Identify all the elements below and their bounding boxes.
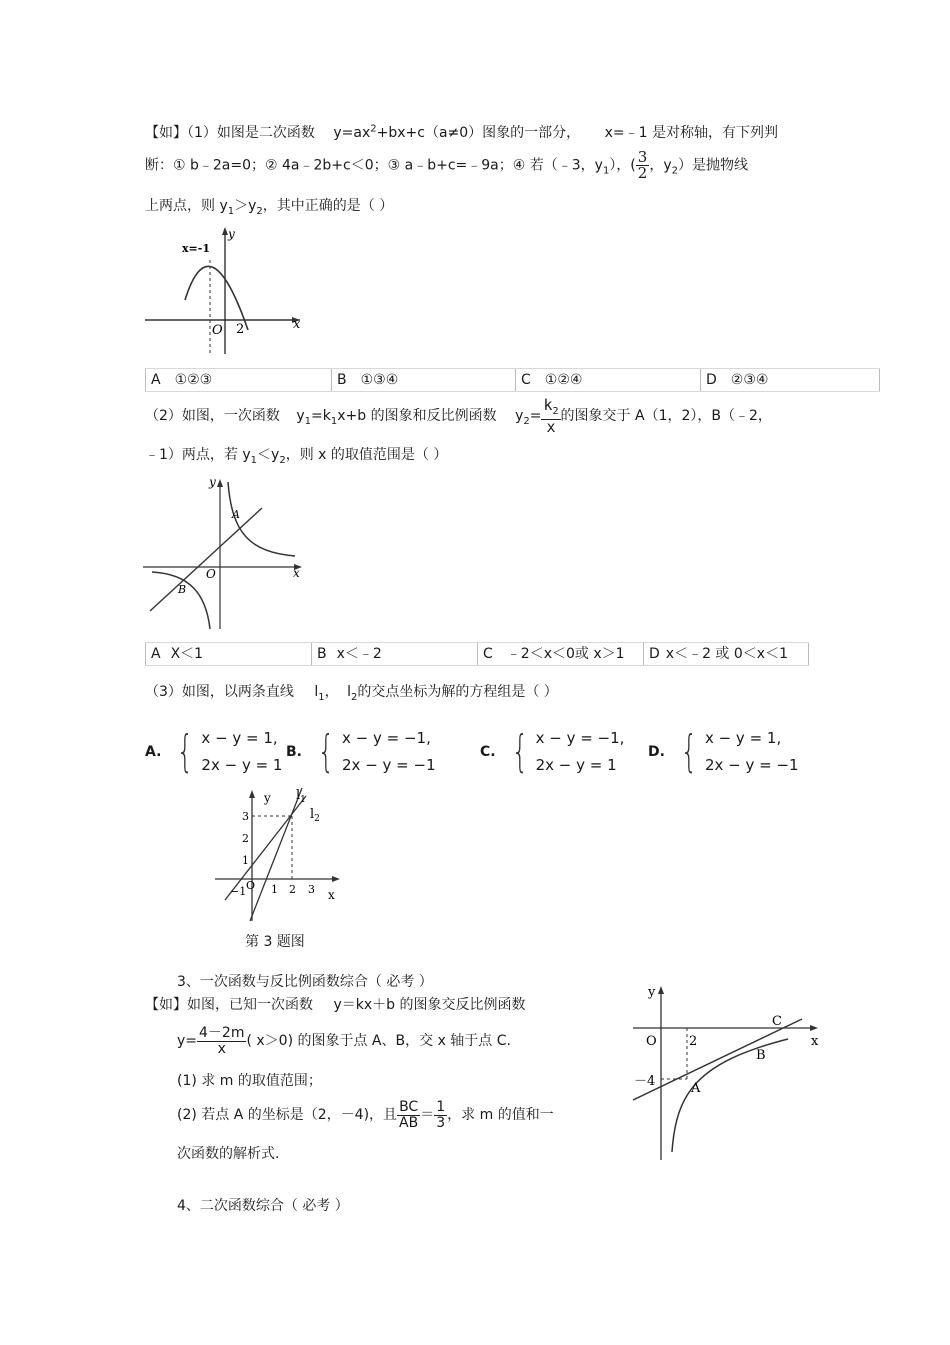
q1-line1-axis: x=﹣1 是对称轴，有下列判 — [604, 125, 779, 141]
q2-line2-mid: ＜y — [257, 447, 280, 463]
q1-line2: 断：① b﹣2a=0；② 4a﹣2b+c＜0；③ a﹣b+c=﹣9a；④ 若（﹣3，y — [145, 157, 603, 174]
q1-option-a[interactable] — [145, 369, 331, 391]
q3-option-b-eq2: 2x − y = −1 — [342, 756, 436, 774]
q1-line3-sub1: 1 — [227, 205, 235, 217]
s3-func-suffix: ( x＞0) 的图象于点 A、B，交 x 轴于点 C. — [246, 1033, 511, 1049]
q1-option-b[interactable] — [331, 369, 515, 391]
q3-option-c[interactable] — [480, 725, 624, 779]
q3-option-d-brace: { — [680, 726, 698, 777]
q2-option-c-letter: C — [483, 646, 493, 662]
s3-p2-frac1-den: AB — [399, 1114, 419, 1131]
s3-func-frac-den: x — [217, 1040, 226, 1057]
q2-option-d-letter: D — [649, 646, 660, 662]
s3-p2-frac2-num: 1 — [436, 1098, 446, 1115]
q1-line2-mid: ），( — [609, 157, 636, 174]
q2-fraction — [541, 395, 560, 436]
q3-tick-x2: 2 — [289, 883, 296, 896]
q2-option-a-text: X＜1 — [170, 646, 204, 662]
q1-line1-exp: 2 — [370, 123, 377, 135]
q1-line1-func: y=ax — [333, 125, 371, 141]
s3-intro-a: 【如】如图，已知一次函数 — [145, 997, 313, 1013]
s3-x-arrow — [810, 1025, 818, 1031]
s3-y-label: y — [648, 985, 656, 1000]
q2-y-arrow — [217, 479, 223, 487]
q2-origin-label: O — [206, 567, 216, 581]
q1-x-label: x — [293, 317, 301, 332]
q3-option-c-eq2: 2x − y = 1 — [535, 756, 617, 774]
s3-point-a-label: A — [691, 1081, 701, 1096]
s4-heading: 4、二次函数综合（ 必考 ） — [177, 1198, 349, 1214]
q1-line-3 — [145, 195, 393, 217]
q2-y-label: y — [209, 475, 216, 489]
q3-option-a-eq2: 2x − y = 1 — [201, 756, 283, 774]
q1-line3-mid: ＞y — [234, 198, 257, 214]
q1-option-b-letter: B — [337, 372, 347, 388]
q2-options-row — [145, 642, 809, 666]
q2-option-c[interactable] — [477, 643, 643, 665]
q1-line3-tail: ，其中正确的是（ ） — [262, 198, 394, 214]
q3-l1: l — [314, 684, 319, 700]
q1-option-a-letter: A — [151, 372, 161, 388]
q3-option-b-eq1: x − y = −1, — [342, 729, 431, 747]
q2-line1-e: y — [515, 408, 524, 424]
q1-frac-num: 3 — [637, 148, 648, 166]
q3-l2: l — [347, 684, 351, 700]
s3-x-label: x — [811, 1034, 819, 1049]
q3-l2-label: $l_2$ — [310, 807, 320, 824]
q3-option-c-eq1: x − y = −1, — [535, 729, 625, 747]
q2-point-b-label: B — [178, 583, 187, 596]
q2-frac-num: k — [543, 395, 553, 414]
s3-point-c-label: C — [772, 1014, 782, 1029]
s3-hyperbola — [672, 1039, 788, 1152]
q1-frac-den: 2 — [637, 164, 648, 182]
q1-line2-tail: ）是抛物线 — [678, 157, 748, 174]
q3-l1-sub: 1 — [318, 691, 325, 703]
q1-line2-end: ，y — [649, 157, 672, 174]
s3-line — [633, 1019, 802, 1100]
q2-line1-d: x+b 的图象和反比例函数 — [337, 408, 497, 424]
q1-line1-prefix: 【如】（1）如图是二次函数 — [145, 125, 315, 141]
q1-fraction — [636, 150, 650, 181]
q2-line2: ﹣1）两点，若 y — [145, 447, 251, 463]
q3-option-a-eq1: x − y = 1, — [201, 729, 278, 747]
q3-tick-neg1: −1 — [230, 885, 247, 898]
s3-func-prefix: y= — [177, 1033, 198, 1049]
q3-sep: ， — [324, 684, 339, 700]
q1-option-c-text: ①②④ — [544, 372, 583, 388]
q3-option-a-label: A. — [145, 744, 162, 760]
s3-func-fraction — [197, 1026, 246, 1057]
s3-func-frac-num: 4－2m — [199, 1024, 245, 1041]
s3-p2-b: ，求 m 的值和一 — [447, 1107, 554, 1123]
q1-option-d[interactable] — [700, 369, 880, 391]
q2-option-d-text: x＜﹣2 或 0＜x＜1 — [665, 646, 788, 662]
q3-origin-label: O — [246, 879, 256, 892]
s3-p2-eq: ＝ — [420, 1107, 435, 1123]
s3-intro — [145, 994, 525, 1014]
q3-x-label: x — [328, 888, 335, 902]
s3-part-1: (1) 求 m 的取值范围； — [177, 1073, 322, 1089]
q3-x-arrow — [332, 876, 340, 882]
q1-axis-eq-label: x=-1 — [182, 242, 210, 255]
s3-point-b-label: B — [756, 1048, 766, 1063]
q2-option-b-letter: B — [317, 646, 327, 662]
q1-line1-func2: +bx+c（a≠0）图象的一部分， — [376, 125, 581, 141]
q2-line1-b-sub: 1 — [304, 415, 312, 427]
q1-line-1 — [145, 122, 778, 142]
q1-option-c[interactable] — [515, 369, 700, 391]
q1-option-d-text: ②③④ — [730, 372, 769, 388]
q3-option-c-brace: { — [511, 726, 528, 777]
q2-option-a-letter: A — [151, 646, 161, 662]
q2-line1-g: 的图象交于 A（1，2），B（﹣2， — [560, 408, 772, 424]
q3-tick-x3: 3 — [308, 883, 315, 896]
s3-y-arrow — [658, 986, 664, 994]
q3-line-a: （3）如图，以两条直线 — [145, 684, 294, 700]
q3-option-c-label: C. — [480, 744, 496, 760]
q3-l1-label: $l_1$ — [296, 788, 306, 805]
q3-tick-y1: 1 — [242, 854, 249, 867]
q1-line2-sub: 1 — [602, 165, 610, 177]
q2-line2-sub2: 2 — [279, 454, 286, 466]
q3-question — [145, 681, 558, 703]
q3-option-d-eq1: x − y = 1, — [704, 729, 782, 747]
q2-option-b-text: x＜﹣2 — [336, 646, 382, 662]
q2-line1-c-sub: 1 — [330, 415, 338, 427]
s3-p2-frac2 — [434, 1100, 447, 1131]
q3-l2-sub: 2 — [350, 691, 358, 703]
s3-p2-a: (2) 若点 A 的坐标是（2，－4)，且 — [177, 1107, 398, 1123]
q3-option-b-brace: { — [317, 726, 335, 777]
q1-y-label: y — [228, 227, 235, 241]
s3-intro-b: y＝kx＋b 的图象交反比例函数 — [333, 997, 526, 1013]
q2-frac-num-sub: 2 — [552, 405, 559, 417]
q2-option-d[interactable] — [643, 643, 809, 665]
s3-tick-2: 2 — [689, 1034, 698, 1049]
q3-option-d[interactable] — [648, 725, 799, 779]
q2-line-1 — [145, 396, 772, 442]
q2-line — [150, 508, 262, 611]
q1-tick-2: 2 — [236, 322, 245, 337]
s3-p2-frac2-den: 3 — [436, 1114, 446, 1131]
q3-line-l1 — [250, 788, 302, 921]
s3-origin-label: O — [646, 1034, 657, 1049]
q3-lines-graph — [210, 785, 350, 925]
q1-option-a-text: ①②③ — [174, 372, 213, 388]
s3-part-3: 次函数的解析式. — [177, 1146, 280, 1162]
q2-frac-den: x — [546, 417, 556, 436]
q1-line3: 上两点，则 y — [145, 198, 228, 214]
q2-line1-f: = — [529, 408, 542, 424]
q3-option-a[interactable] — [145, 725, 282, 779]
q3-tick-y3: 3 — [242, 810, 249, 823]
q2-line1-b: y — [296, 408, 305, 424]
q2-option-c-text: ﹣2＜x＜0或 x＞1 — [506, 646, 625, 662]
s3-tick-neg4: －4 — [634, 1074, 656, 1089]
q2-option-b[interactable] — [311, 643, 477, 665]
q1-option-c-letter: C — [521, 372, 531, 388]
q3-option-d-eq2: 2x − y = −1 — [704, 756, 799, 774]
q2-line2-tail: ，则 x 的取值范围是（ ） — [285, 447, 448, 463]
q2-option-a[interactable] — [145, 643, 311, 665]
q3-option-b-label: B. — [286, 744, 302, 760]
s3-p2-frac1 — [397, 1100, 420, 1131]
s3-heading: 3、一次函数与反比例函数综合（ 必考 ） — [177, 974, 433, 990]
q1-option-d-letter: D — [706, 372, 717, 388]
q3-option-d-label: D. — [648, 744, 665, 760]
q2-point-a-label: A — [232, 508, 240, 521]
q2-line1-c: =k — [311, 408, 331, 424]
q3-y-arrow — [249, 790, 255, 798]
q3-option-b[interactable] — [286, 725, 436, 779]
q3-tick-y2: 2 — [242, 832, 249, 845]
q3-option-a-brace: { — [177, 726, 194, 777]
q2-x-label: x — [293, 566, 300, 580]
q1-line2-sub2: 2 — [671, 165, 678, 177]
s3-graph — [628, 982, 828, 1162]
q3-y-label: y — [264, 791, 271, 805]
s3-part-2 — [177, 1096, 554, 1134]
q3-line-b: 的交点坐标为解的方程组是（ ） — [357, 684, 558, 700]
q2-hyperbola-graph — [140, 474, 310, 634]
q2-line1-e-sub: 2 — [523, 415, 530, 427]
q3-tick-x1: 1 — [271, 883, 278, 896]
q2-line2-sub1: 1 — [250, 454, 258, 466]
q2-line1-a: （2）如图，一次函数 — [145, 408, 280, 424]
s3-function-line — [177, 1022, 511, 1060]
q3-caption: 第 3 题图 — [245, 934, 305, 950]
q1-options-row — [145, 368, 880, 392]
q1-line3-sub2: 2 — [256, 205, 263, 217]
q1-parabola-graph — [140, 222, 310, 362]
q2-line-2 — [145, 444, 447, 466]
q1-option-b-text: ①③④ — [360, 372, 399, 388]
s3-p2-frac1-num: BC — [397, 1100, 420, 1116]
q1-line-2 — [145, 150, 748, 186]
q1-origin-label: O — [212, 323, 223, 338]
